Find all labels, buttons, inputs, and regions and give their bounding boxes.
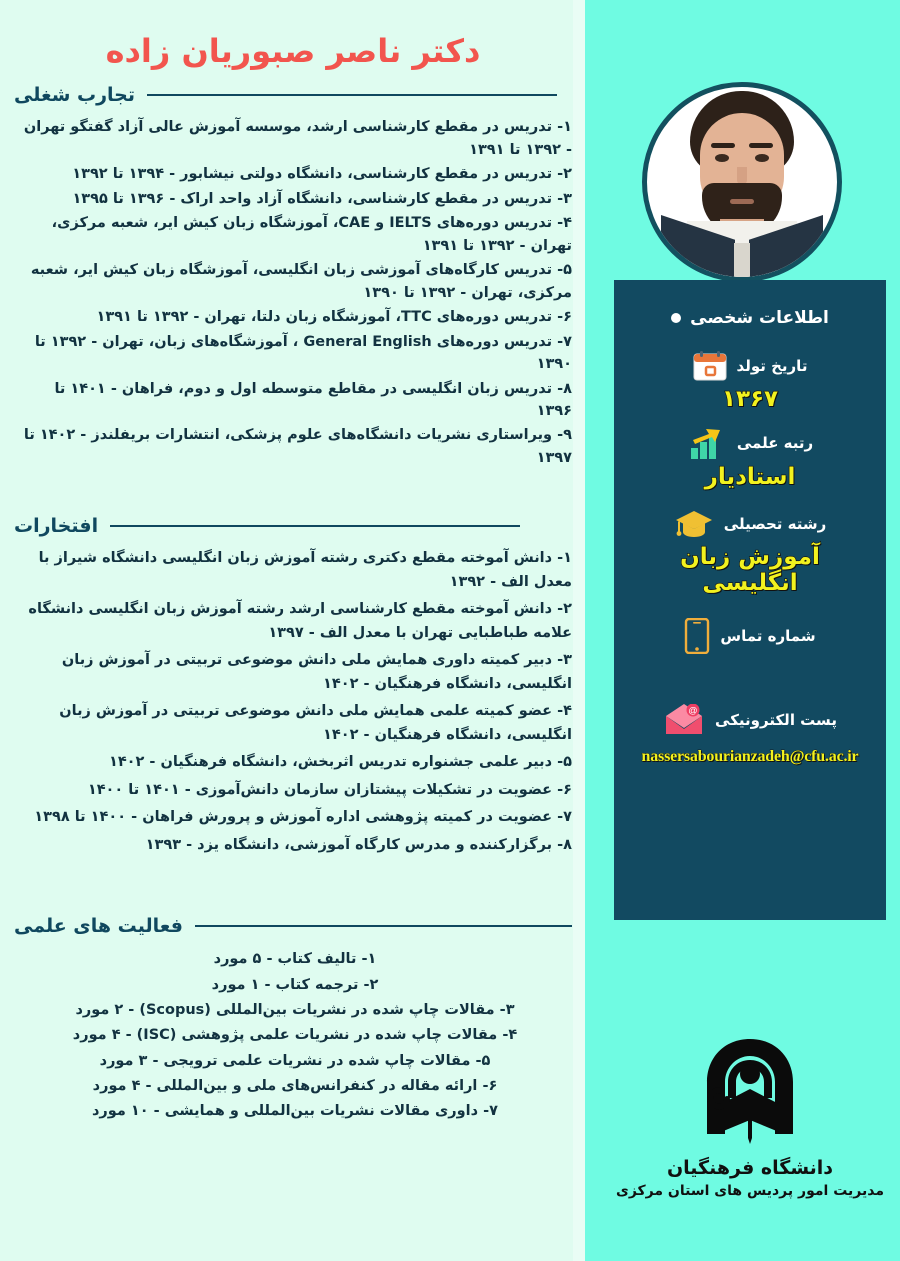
list-item: ۶- عضویت در تشکیلات پیشتازان سازمان دانش‌آموزی - ۱۴۰۱ تا ۱۴۰۰ [87,781,572,798]
list-item: ۱- تالیف کتاب - ۵ مورد [213,951,377,968]
bullet-dot-icon [671,313,681,323]
section-rule [110,525,520,527]
list-item: ۸- برگزارکننده و مدرس کارگاه آموزشی، دانشگاه یزد - ۱۳۹۳ [145,836,572,853]
envelope-at-icon [663,704,705,736]
section-rule [147,94,557,96]
phone-label: شماره تماس [720,627,816,645]
personal-info-heading [630,308,870,328]
page-title: دکتر ناصر صبوریان زاده [105,32,481,70]
list-item: ۲- تدریس در مقطع کارشناسی، دانشگاه دولتی نیشابور - ۱۳۹۴ تا ۱۳۹۲ [72,166,572,183]
logo-university-name: دانشگاه فرهنگیان [666,1157,834,1180]
academic-rank-value: استادیار [704,464,796,490]
list-item: ۲- ترجمه کتاب - ۱ مورد [211,976,379,993]
list-item: ۳- مقالات چاپ شده در نشریات بین‌المللی (Scopus) - ۲ مورد [75,1001,515,1018]
bar-chart-arrow-icon [687,426,727,460]
list-item: ۳- تدریس در مقطع کارشناسی، دانشگاه آزاد واحد اراک - ۱۳۹۶ تا ۱۳۹۵ [72,190,572,207]
portrait-photo [642,82,842,282]
list-item: ۷- عضویت در کمیته پژوهشی اداره آموزش و پرورش فراهان - ۱۴۰۰ تا ۱۳۹۸ [34,809,572,826]
mobile-phone-icon [684,618,710,654]
academic-list [14,947,572,1125]
list-item: ۵- مقالات چاپ شده در نشریات علمی ترویجی - ۳ مورد [99,1052,491,1069]
svg-text:@: @ [688,705,698,716]
section-experience [14,84,572,469]
field-birth-date [630,350,870,412]
list-item: ۴- تدریس دوره‌های IELTS و CAE، آموزشگاه زبان کیش ایر، شعبه مرکزی، تهران - ۱۳۹۲ تا ۱۳۹۱ [51,215,572,254]
field-study-field [630,508,870,596]
section-rule [195,925,572,927]
list-item: ۸- تدریس زبان انگلیسی در مقاطع متوسطه اول و دوم، فراهان - ۱۴۰۱ تا ۱۳۹۶ [54,380,572,420]
section-title-experience: تجارب شغلی [14,84,135,107]
personal-info-title: اطلاعات شخصی [690,308,829,328]
list-item: ۷- داوری مقالات نشریات بین‌المللی و همایشی - ۱۰ مورد [91,1103,498,1120]
birth-date-value: ۱۳۶۷ [721,386,779,412]
section-header-honors [14,515,572,537]
study-field-value: آموزش زبان انگلیسی [680,544,820,596]
list-item: ۷- تدریس دوره‌های General English ، آموزشگاه‌های زبان، تهران - ۱۳۹۲ تا ۱۳۹۰ [34,333,572,373]
farhangian-university-logo-icon [691,1034,809,1152]
list-item: ۴- مقالات چاپ شده در نشریات علمی پژوهشی (ISC) - ۴ مورد [72,1027,518,1044]
section-academic-activities [14,915,572,1125]
list-item: ۱- دانش آموخته مقطع دکتری رشته آموزش زبان انگلیسی دانشگاه شیراز با معدل الف - ۱۳۹۲ [38,550,572,590]
list-item: ۲- دانش آموخته مقطع کارشناسی ارشد رشته آموزش زبان انگلیسی دانشگاه علامه طباطبایی تهران با معدل الف - ۱۳۹۷ [28,601,572,641]
study-field-label: رشته تحصیلی [723,515,827,533]
list-item: ۴- عضو کمیته علمی همایش ملی دانش موضوعی تربیتی در آموزش زبان انگلیسی، دانشگاه فرهنگیان - ۱۴۰۲ [59,703,572,743]
avatar [642,82,842,282]
list-item: ۵- تدریس کارگاه‌های آموزشی زبان انگلیسی، آموزشگاه زبان کیش ایر، شعبه مرکزی، تهران - ۱۳۹۲ تا ۱۳۹۰ [30,262,572,301]
university-logo-block [614,1034,886,1199]
section-title-academic: فعالیت های علمی [14,915,183,938]
section-header-experience [14,84,572,106]
list-item: ۶- ارائه مقاله در کنفرانس‌های ملی و بین‌المللی - ۴ مورد [92,1078,498,1095]
list-item: ۶- تدریس دوره‌های TTC، آموزشگاه زبان دلتا، تهران - ۱۳۹۲ تا ۱۳۹۱ [96,309,572,326]
list-item: ۱- تدریس در مقطع کارشناسی ارشد، موسسه آموزش عالی آزاد گفتگو تهران - ۱۳۹۲ تا ۱۳۹۱ [23,119,572,158]
field-phone [630,618,870,654]
list-item: ۵- دبیر علمی جشنواره تدریس اثربخش، دانشگاه فرهنگیان - ۱۴۰۲ [108,754,572,771]
academic-rank-label: رتبه علمی [736,434,814,452]
experience-list [14,116,572,469]
birth-date-label: تاریخ تولد [736,357,808,375]
email-value[interactable]: nassersabourianzadeh@cfu.ac.ir [641,748,859,765]
section-title-honors: افتخارات [14,515,99,538]
personal-info-panel [614,280,886,920]
calendar-icon [693,350,727,382]
field-email [630,704,870,766]
honors-list [14,547,572,857]
graduation-cap-icon [674,508,714,540]
list-item: ۹- ویراستاری نشریات دانشگاه‌های علوم پزشکی، انتشارات بریفلندز - ۱۴۰۲ تا ۱۳۹۷ [23,427,572,466]
field-academic-rank [630,426,870,490]
section-header-academic [14,915,572,937]
email-label: پست الکترونیکی [715,711,837,729]
list-item: ۳- دبیر کمیته داوری همایش ملی دانش موضوعی تربیتی در آموزش زبان انگلیسی، دانشگاه فرهنگیان - ۱۴۰۲ [61,652,572,692]
section-honors [14,515,572,857]
logo-department-name: مدیریت امور پردیس های استان مرکزی [615,1183,884,1199]
